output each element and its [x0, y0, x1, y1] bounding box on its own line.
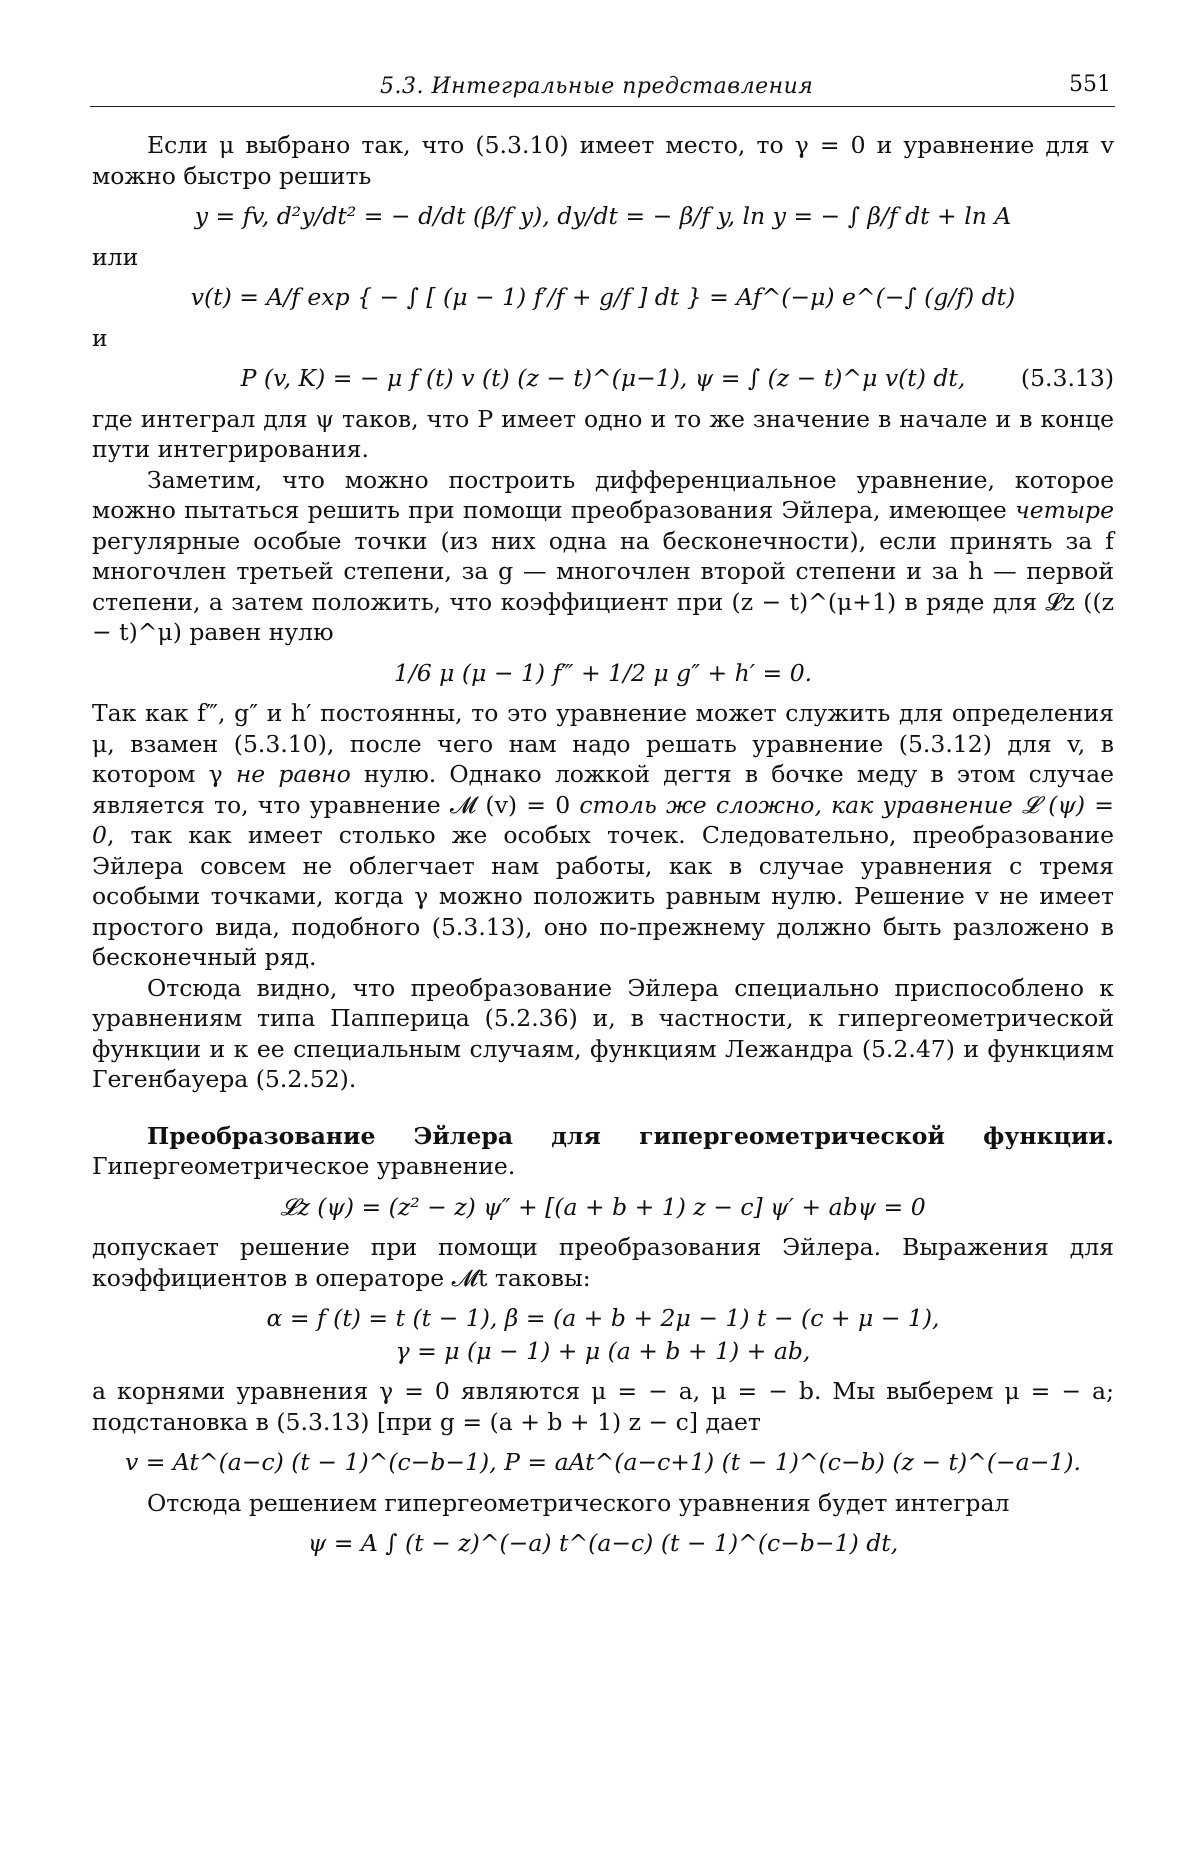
equation-5-3-13 [92, 363, 1114, 394]
paragraph-4 [92, 698, 1114, 973]
paragraph-4-emphasis-1: не равно [235, 760, 351, 788]
paragraph-2: где интеграл для ψ таков, что P имеет одно и то же значение в начале и в конце пути интегрирования. [92, 404, 1114, 463]
equation-3-body: P (v, K) = − μ f (t) v (t) (z − t)^(μ−1), ψ = ∫ (z − t)^μ v(t) dt, [240, 364, 966, 392]
equation-6: α = f (t) = t (t − 1), β = (a + b + 2μ − 1) t − (c + μ − 1), [266, 1304, 940, 1332]
paragraph-4-text-c: , так как имеет столько же особых точек. Следовательно, преобразование Эйлера совсем не облегчает нам работы, как в случае уравнения с тремя особыми точками, когда γ можно положить равным нулю. Решение v не имеет простого вида, подобного (5.3.13), оно по-прежнему должно быть разложено в бесконечный ряд. [92, 821, 1114, 971]
equation-8: v = At^(a−c) (t − 1)^(c−b−1), P = aAt^(a−c+1) (t − 1)^(c−b) (z − t)^(−a−1). [125, 1448, 1081, 1476]
page-body [92, 130, 1114, 1569]
word-and: и [92, 323, 108, 352]
paragraph-3 [92, 465, 1114, 648]
paragraph-5: Отсюда видно, что преобразование Эйлера специально приспособлено к уравнениям типа Папперица (5.2.36) и, в частности, к гипергеометрической функции и к ее специальным случаям, функциям Лежандра (5.2.47) и функциям Гегенбауера (5.2.52). [92, 973, 1114, 1093]
word-or: или [92, 242, 139, 271]
paragraph-6-text: Гипергеометрическое уравнение. [92, 1152, 516, 1180]
page-number: 551 [1069, 72, 1111, 97]
equation-2: v(t) = A/f exp { − ∫ [ (μ − 1) f′/f + g/f ] dt } = Af^(−μ) e^(−∫ (g/f) dt) [190, 283, 1016, 311]
equation-5: 𝓛z (ψ) = (z² − z) ψ″ + [(a + b + 1) z − c] ψ′ + abψ = 0 [280, 1192, 926, 1221]
paragraph-8: а корнями уравнения γ = 0 являются μ = − a, μ = − b. Мы выберем μ = − a; подстановка в (5.3.13) [при g = (a + b + 1) z − c] дает [92, 1377, 1114, 1436]
running-title: 5.3. Интегральные представления [380, 74, 814, 99]
equation-9: ψ = A ∫ (t − z)^(−a) t^(a−c) (t − 1)^(c−b−1) dt, [307, 1529, 899, 1557]
paragraph-3-text-a: Заметим, что можно построить дифференциальное уравнение, которое можно пытаться решить при помощи преобразования Эйлера, имеющее [92, 465, 1114, 524]
paragraph-4-emphasis-2: столь же сложно, как уравнение 𝓛 (ψ) = 0 [92, 790, 1114, 849]
section-gap [92, 1095, 1114, 1121]
section-heading: Преобразование Эйлера для гипергеометрической функции. [147, 1121, 1114, 1150]
equation-1: y = fv, d²y/dt² = − d/dt (β/f y), dy/dt = − β/f y, ln y = − ∫ β/f dt + ln A [194, 202, 1012, 230]
paragraph-4-text-b: нулю. Однако ложкой дегтя в бочке меду в этом случае является то, что уравнение 𝓜 (v) = 0 [92, 760, 1114, 819]
equation-7: γ = μ (μ − 1) + μ (a + b + 1) + ab, [395, 1336, 811, 1365]
page-header [90, 72, 1115, 107]
paragraph-9: Отсюда решением гипергеометрического уравнения будет интеграл [147, 1488, 1010, 1517]
paragraph-7: допускает решение при помощи преобразования Эйлера. Выражения для коэффициентов в операторе 𝓜t таковы: [92, 1233, 1114, 1292]
equation-4: 1/6 μ (μ − 1) f‴ + 1/2 μ g″ + h′ = 0. [393, 658, 813, 687]
paragraph-6 [92, 1121, 1114, 1182]
paragraph-3-emphasis: четыре [1015, 496, 1114, 524]
equation-number: (5.3.13) [1020, 364, 1114, 392]
paragraph-1: Если μ выбрано так, что (5.3.10) имеет место, то γ = 0 и уравнение для v можно быстро решить [92, 131, 1114, 190]
paragraph-4-text-a: Так как f‴, g″ и h′ постоянны, то это уравнение может служить для определения μ, взамен (5.3.10), после чего нам надо решать уравнение (5.3.12) для v, в котором γ [92, 699, 1114, 788]
paragraph-3-text-b: регулярные особые точки (из них одна на бесконечности), если принять за f многочлен третьей степени, за g — многочлен второй степени и за h — первой степени, а затем положить, что коэффициент при (z − t)^(μ+1) в ряде для 𝓛z ((z − t)^μ) равен нулю [92, 526, 1114, 646]
